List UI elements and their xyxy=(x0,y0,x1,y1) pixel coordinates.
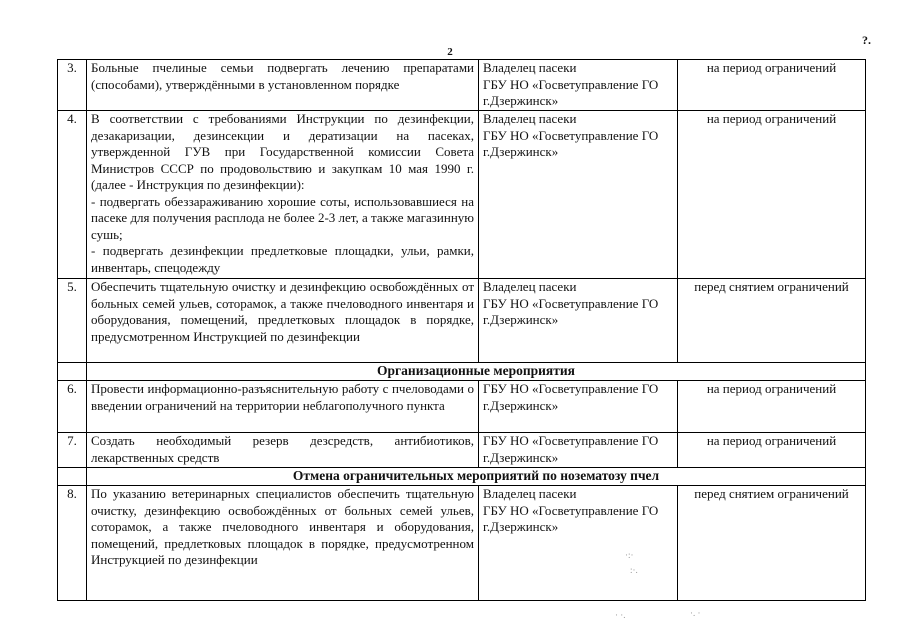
measure-text xyxy=(87,60,479,111)
responsible-cell xyxy=(479,60,678,111)
responsible-line: Владелец пасеки xyxy=(483,60,577,75)
scan-noise: :·. xyxy=(630,565,638,575)
measure-text xyxy=(87,279,479,363)
section-number-cell xyxy=(58,468,87,486)
measure-paragraph: По указанию ветеринарных специалистов обеспечить тщательную очистку, дезинфекцию освобождённых от больных семей ульев, сотоpамок, а также пчеловодного инвентаря и оборудования, помещений, предлетковых площадок в порядке, предусмотренном Инструкцией по дезинфекции xyxy=(91,486,474,567)
measures-table xyxy=(57,59,866,601)
row-number: 8. xyxy=(58,486,87,601)
responsible-line: ГБУ НО «Госветуправление ГО г.Дзержинск» xyxy=(483,76,659,108)
scan-noise: ·:· xyxy=(625,550,634,560)
row-number: 6. xyxy=(58,381,87,433)
table-row xyxy=(58,279,866,363)
measure-paragraph: - подвергать обеззараживанию хорошие соты, использовавшиеся на пасеке для получения расплода не более 2-3 лет, а также магазинную сушь; xyxy=(91,193,474,242)
responsible-line: Владелец пасеки xyxy=(483,486,577,501)
measure-text xyxy=(87,433,479,468)
responsible-line: ГБУ НО «Госветуправление ГО г.Дзержинск» xyxy=(483,127,659,159)
term-cell: перед снятием ограничений xyxy=(678,279,866,363)
row-number: 7. xyxy=(58,433,87,468)
responsible-cell xyxy=(479,111,678,279)
section-title: Отмена ограничительных мероприятий по нозематозу пчел xyxy=(87,468,866,486)
term-cell: на период ограничений xyxy=(678,60,866,111)
term-cell: перед снятием ограничений xyxy=(678,486,866,601)
table-row xyxy=(58,60,866,111)
measure-paragraph: В соответствии с требованиями Инструкции по дезинфекции, дезакаризации, дезинсекции и дератизации на пасеках, утвержденной ГУВ при Государственной комиссии Совета Министров СССР по продовольствию и закупкам 10 мая 1990 г. (далее - Инструкция по дезинфекции): xyxy=(91,111,474,192)
responsible-line: ГБУ НО «Госветуправление ГО г.Дзержинск» xyxy=(483,433,659,465)
responsible-line: Владелец пасеки xyxy=(483,279,577,294)
table-row xyxy=(58,381,866,433)
section-header-row xyxy=(58,363,866,381)
section-header-row xyxy=(58,468,866,486)
measure-paragraph: Больные пчелиные семьи подвергать лечению препаратами (способами), утверждёнными в установленном порядке xyxy=(91,60,474,92)
measure-paragraph: Провести информационно-разъяснительную работу с пчеловодами о введении ограничений на территории неблагополучного пункта xyxy=(91,381,474,413)
page-number: 2 xyxy=(447,46,453,58)
table-row xyxy=(58,486,866,601)
responsible-line: ГБУ НО «Госветуправление ГО г.Дзержинск» xyxy=(483,502,659,534)
term-cell: на период ограничений xyxy=(678,111,866,279)
measure-paragraph: - подвергать дезинфекции предлетковые площадки, ульи, рамки, инвентарь, спецодежду xyxy=(91,243,474,275)
measure-paragraph: Обеспечить тщательную очистку и дезинфекцию освобождённых от больных семей ульев, сотоpамок, а также пчеловодного инвентаря и оборудования, помещений, предлетковых площадок в порядке, предусмотренном Инструкцией по дезинфекции xyxy=(91,279,474,344)
scan-noise: · ·. xyxy=(615,610,626,620)
measure-paragraph: Создать необходимый резерв дезсредств, антибиотиков, лекарственных средств xyxy=(91,433,474,465)
responsible-line: ГБУ НО «Госветуправление ГО г.Дзержинск» xyxy=(483,295,659,327)
responsible-cell xyxy=(479,279,678,363)
responsible-cell xyxy=(479,381,678,433)
corner-mark: ?. xyxy=(862,33,871,47)
row-number: 4. xyxy=(58,111,87,279)
responsible-line: Владелец пасеки xyxy=(483,111,577,126)
responsible-cell xyxy=(479,486,678,601)
measure-text xyxy=(87,486,479,601)
term-cell: на период ограничений xyxy=(678,381,866,433)
responsible-cell xyxy=(479,433,678,468)
measure-text xyxy=(87,111,479,279)
section-number-cell xyxy=(58,363,87,381)
section-title: Организационные мероприятия xyxy=(87,363,866,381)
row-number: 5. xyxy=(58,279,87,363)
measure-text xyxy=(87,381,479,433)
responsible-line: ГБУ НО «Госветуправление ГО г.Дзержинск» xyxy=(483,381,659,413)
scan-noise: ·. · xyxy=(690,608,701,618)
term-cell: на период ограничений xyxy=(678,433,866,468)
row-number: 3. xyxy=(58,60,87,111)
table-row xyxy=(58,111,866,279)
table-row xyxy=(58,433,866,468)
